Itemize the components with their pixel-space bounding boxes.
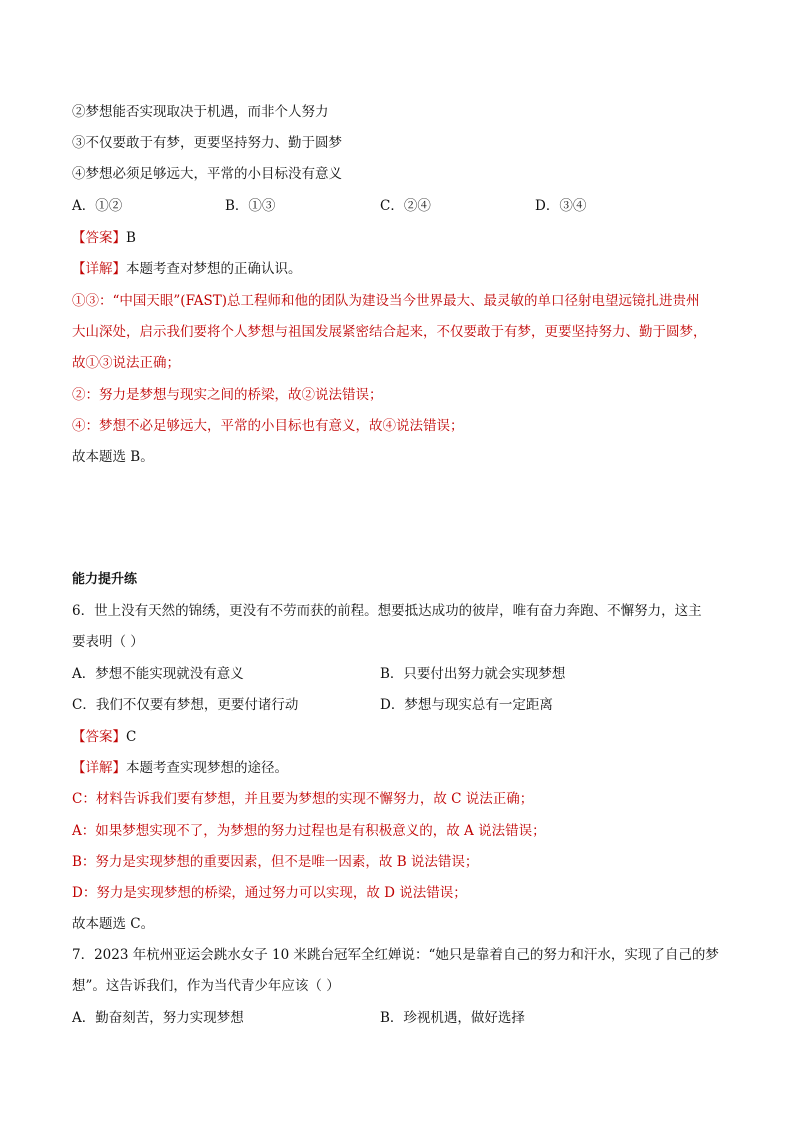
- q5-explanation-2: ②：努力是梦想与现实之间的桥梁，故②说法错误；: [72, 387, 383, 403]
- q6-detail-text: 本题考查实现梦想的途径。: [126, 760, 288, 776]
- q5-detail: [72, 259, 302, 279]
- q6-detail: [72, 758, 288, 778]
- q6-choice-d: D．梦想与现实总有一定距离: [380, 697, 553, 713]
- q5-detail-label: 【详解】: [72, 261, 126, 277]
- q5-option-2: ②梦想能否实现取决于机遇，而非个人努力: [72, 104, 329, 120]
- q5-choice-d: D．③④: [535, 198, 587, 214]
- q6-choice-c: C．我们不仅要有梦想，更要付诸行动: [72, 697, 299, 713]
- q7-stem-line-2: 想”。这告诉我们，作为当代青少年应该（ ）: [72, 978, 340, 994]
- q5-detail-text: 本题考查对梦想的正确认识。: [126, 261, 302, 277]
- q6-answer-label: 【答案】: [72, 729, 126, 745]
- q6-explanation-c: C：材料告诉我们要有梦想，并且要为梦想的实现不懈努力，故 C 说法正确；: [72, 791, 534, 807]
- q5-answer: [72, 228, 136, 248]
- q5-choice-c: C．②④: [380, 198, 431, 214]
- q6-explanation-d: D：努力是实现梦想的桥梁，通过努力可以实现，故 D 说法错误；: [72, 885, 467, 901]
- q6-detail-label: 【详解】: [72, 760, 126, 776]
- q7-choice-b: B．珍视机遇，做好选择: [380, 1010, 525, 1026]
- q5-conclusion: 故本题选 B。: [72, 449, 154, 465]
- q5-answer-label: 【答案】: [72, 230, 126, 246]
- q6-stem-line-1: 6．世上没有天然的锦绣，更没有不劳而获的前程。想要抵达成功的彼岸，唯有奋力奔跑、不懈努力，这主: [72, 603, 702, 619]
- q6-stem-line-2: 要表明（ ）: [72, 634, 144, 650]
- q6-answer: [72, 727, 136, 747]
- q5-choice-a: A．①②: [72, 198, 123, 214]
- q6-answer-value: C: [126, 729, 137, 745]
- q7-choice-a: A．勤奋刻苦，努力实现梦想: [72, 1010, 244, 1026]
- q5-option-3: ③不仅要敢于有梦，更要坚持努力、勤于圆梦: [72, 135, 342, 151]
- q6-choice-b: B．只要付出努力就会实现梦想: [380, 666, 566, 682]
- section-title: 能力提升练: [72, 572, 138, 587]
- q6-choice-a: A．梦想不能实现就没有意义: [72, 666, 244, 682]
- q5-explanation-1-line-2: 大山深处，启示我们要将个人梦想与祖国发展紧密结合起来，不仅要敢于有梦，更要坚持努力、勤于圆梦，: [72, 324, 707, 340]
- q6-conclusion: 故本题选 C。: [72, 916, 155, 932]
- q5-option-4: ④梦想必须足够远大，平常的小目标没有意义: [72, 166, 342, 182]
- q6-explanation-b: B：努力是实现梦想的重要因素，但不是唯一因素，故 B 说法错误；: [72, 854, 479, 870]
- q6-explanation-a: A：如果梦想实现不了，为梦想的努力过程也是有积极意义的，故 A 说法错误；: [72, 823, 546, 839]
- q5-explanation-1-line-1: ①③：“中国天眼”(FAST)总工程师和他的团队为建设当今世界最大、最灵敏的单口径射电望远镜扎进贵州: [72, 293, 700, 309]
- q5-explanation-3: ④：梦想不必足够远大，平常的小目标也有意义，故④说法错误；: [72, 418, 464, 434]
- q5-explanation-1-line-3: 故①③说法正确；: [72, 355, 180, 371]
- q5-choice-b: B．①③: [225, 198, 276, 214]
- q5-answer-value: B: [126, 230, 136, 246]
- q7-stem-line-1: 7．2023 年杭州亚运会跳水女子 10 米跳台冠军全红婵说：“她只是靠着自己的努力和汗水，实现了自己的梦: [72, 947, 719, 963]
